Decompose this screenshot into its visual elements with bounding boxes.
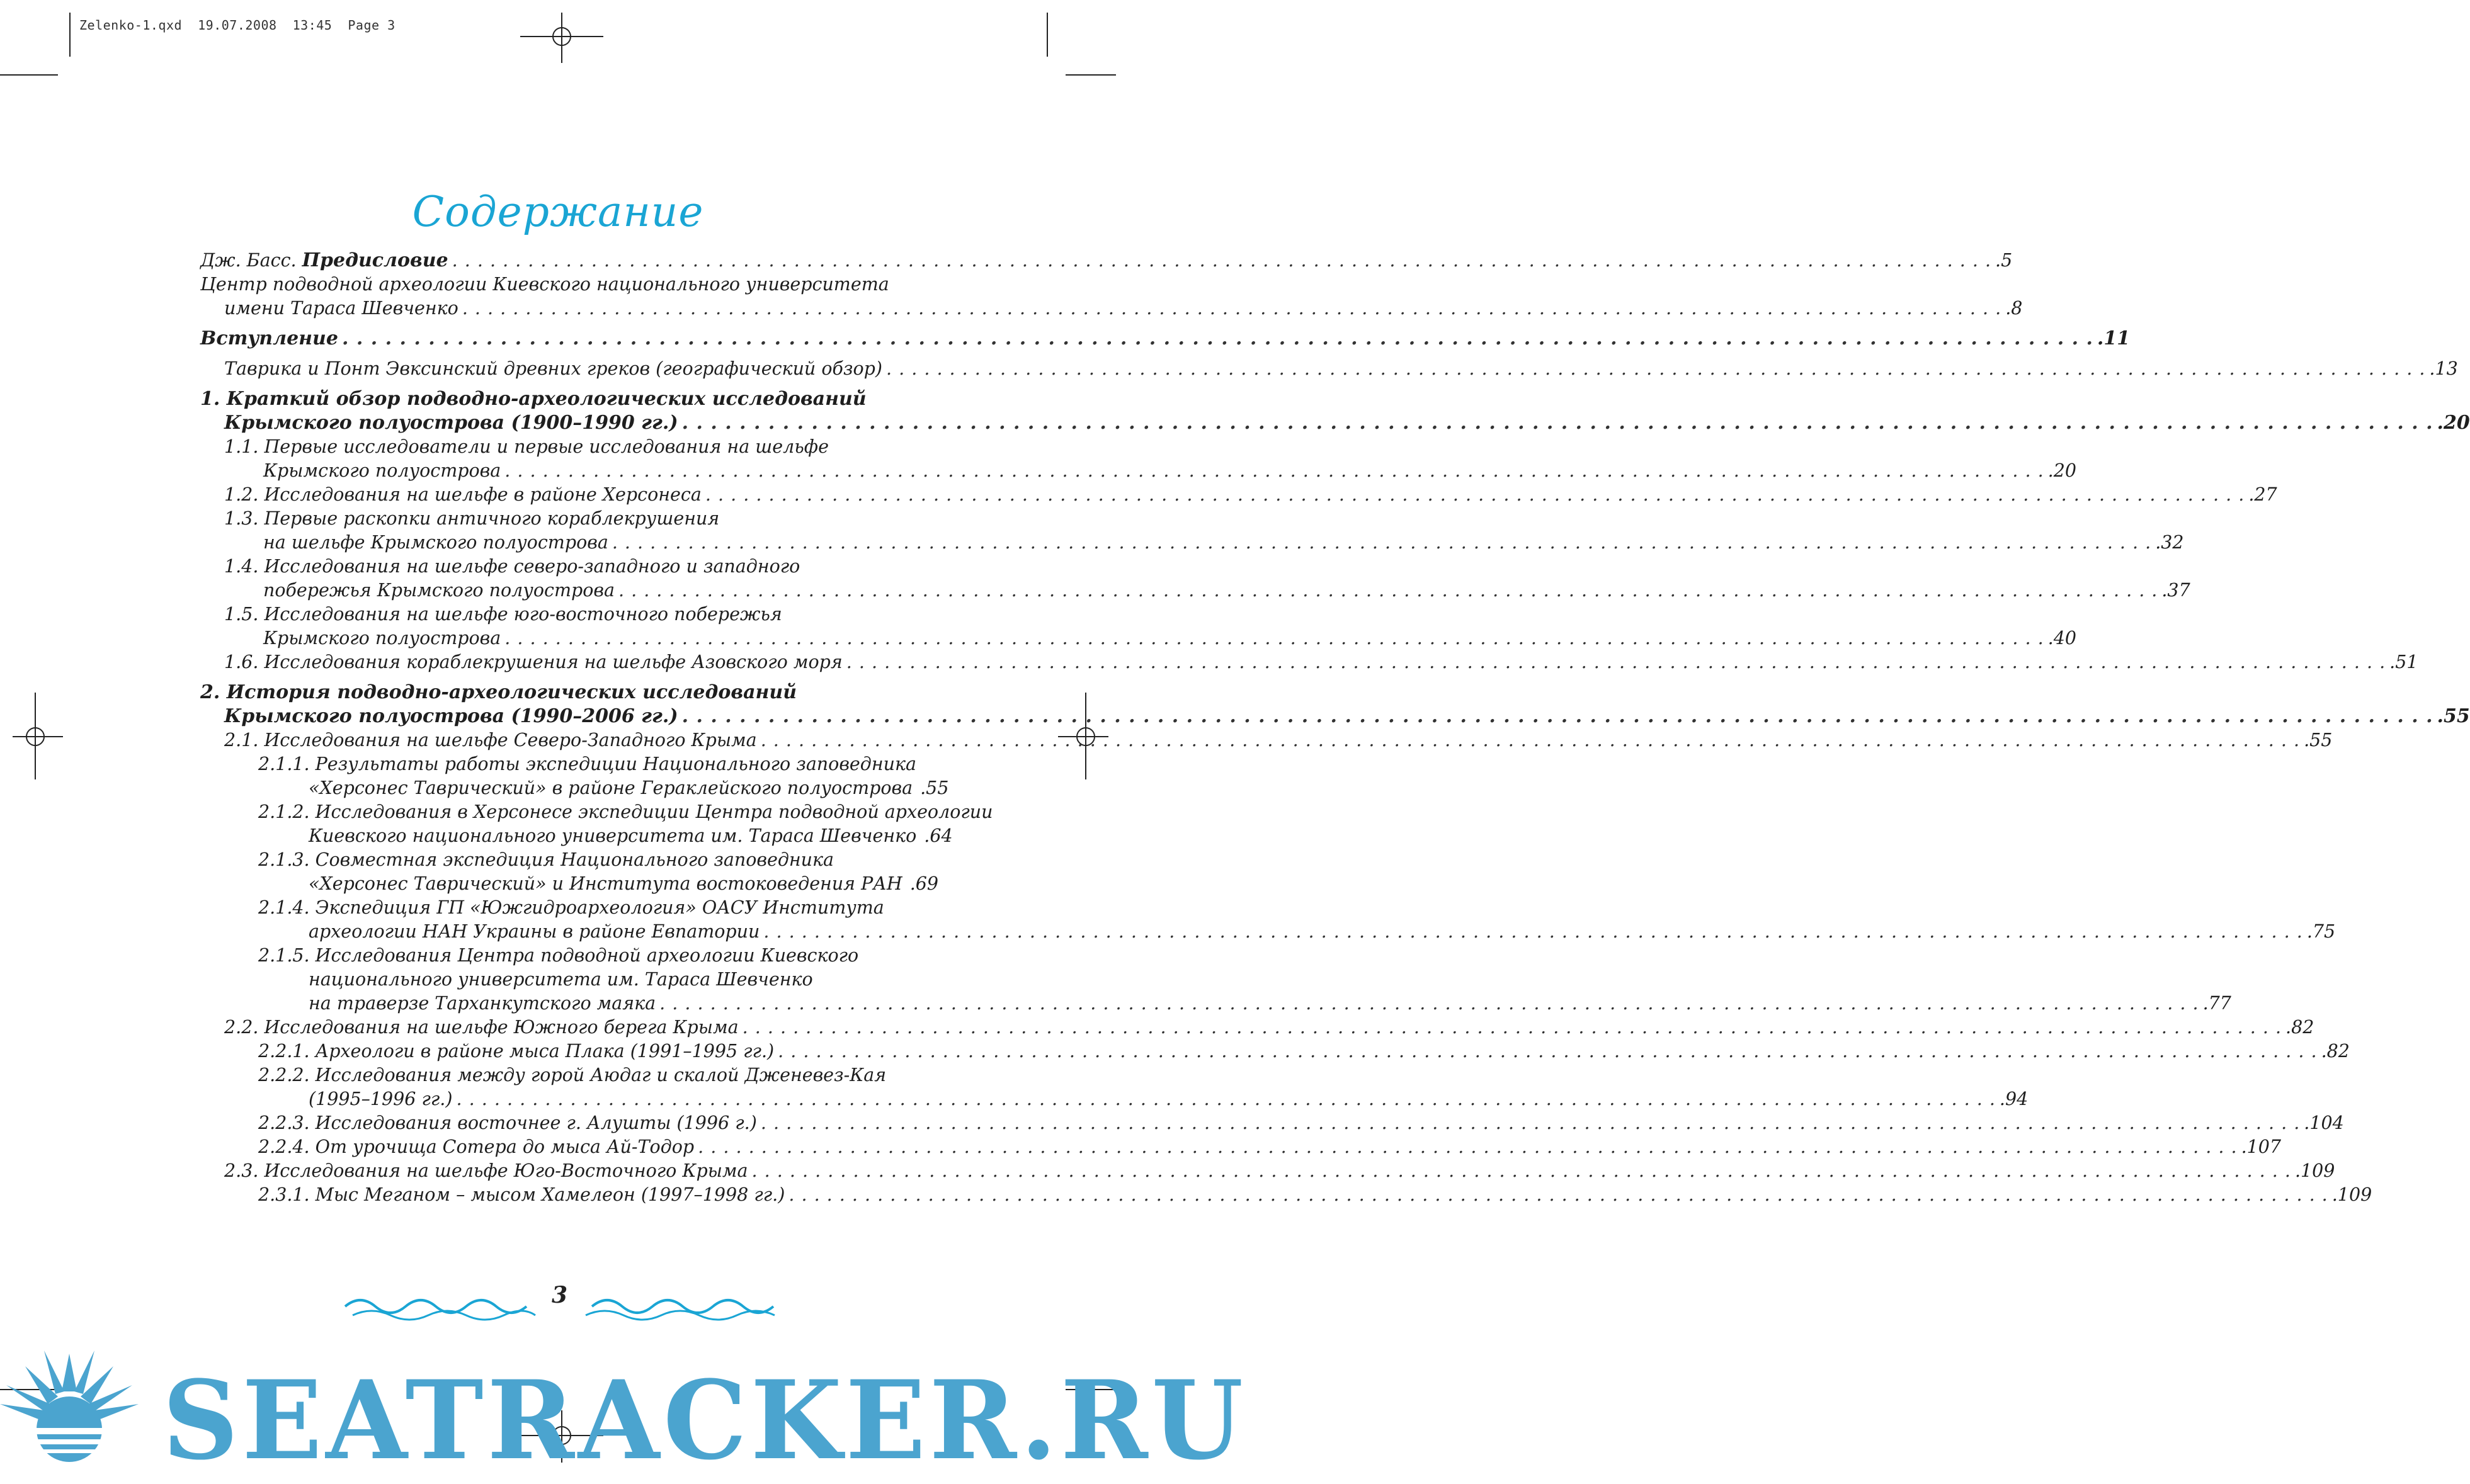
toc-entry[interactable]: [224, 650, 2418, 674]
toc-entry[interactable]: [258, 896, 2336, 944]
dot-leader: [788, 1183, 2328, 1207]
toc-entry[interactable]: [224, 728, 2333, 752]
toc-entry-title: 2.3.1. Мыс Меганом – мысом Хамелеон (1997–1998 гг.): [258, 1184, 785, 1205]
toc-entry-title: Крымского полуострова (1990–2006 гг.): [224, 705, 678, 727]
dot-leader: [761, 1111, 2300, 1135]
toc-entry[interactable]: [258, 1183, 2372, 1207]
toc-page-number: .20: [2437, 412, 2470, 434]
page-number: 3: [552, 1282, 568, 1308]
toc-entry-line: 1.5. Исследования на шельфе юго-восточного побережья: [224, 604, 782, 625]
toc-entry[interactable]: [200, 387, 2470, 435]
toc-page-number: .109: [2294, 1160, 2335, 1181]
toc-entry-title: побережья Крымского полуострова: [263, 580, 615, 601]
toc-entry-line: 2.1.4. Экспедиция ГП «Южгидроархеология» ОАСУ Института: [258, 897, 884, 918]
toc-page-number: .8: [2005, 298, 2023, 319]
dot-leader: [456, 1087, 1995, 1111]
toc-entry-line: 2.1.1. Результаты работы экспедиции Национального заповедника: [258, 754, 916, 774]
crop-mark: [0, 74, 58, 76]
toc-entry[interactable]: [258, 1135, 2282, 1159]
toc-entry[interactable]: [224, 435, 2076, 483]
toc-entry-title: 2.3. Исследования на шельфе Юго-Восточного Крыма: [224, 1160, 748, 1181]
toc-entry-line: национального университета им. Тараса Шевченко: [309, 969, 813, 990]
toc-entry-line: 1.1. Первые исследователи и первые исследования на шельфе: [224, 436, 829, 457]
dot-leader: [618, 579, 2158, 603]
toc-entry-line: 2.1.3. Совместная экспедиция Национального заповедника: [258, 849, 834, 870]
toc-author: Дж. Басс.: [200, 250, 302, 271]
toc-entry-title: 2.1. Исследования на шельфе Северо-Западного Крыма: [224, 730, 757, 750]
toc-entry[interactable]: [258, 1063, 2029, 1111]
toc-entry-line: 1.3. Первые раскопки античного кораблекрушения: [224, 508, 720, 529]
toc-entry-line: 2.1.5. Исследования Центра подводной археологии Киевского: [258, 945, 859, 966]
dot-leader: [342, 327, 2093, 351]
toc-page-number: .55: [2304, 730, 2333, 750]
toc-entry[interactable]: [224, 483, 2277, 507]
watermark-text: SEATRACKER.RU: [162, 1356, 1247, 1484]
toc-entry[interactable]: [224, 357, 2458, 381]
toc-entry-title: археологии НАН Украины в районе Евпатории: [309, 921, 760, 942]
dot-leader: [763, 920, 2302, 944]
toc-entry-line: 2. История подводно-археологических исследований: [200, 681, 797, 703]
crop-mark: [1066, 74, 1116, 76]
toc-entry-line: Центр подводной археологии Киевского национального университета: [200, 274, 889, 295]
dot-leader: [778, 1039, 2317, 1063]
toc-page-number: .64: [924, 825, 953, 846]
toc-entry-line: 1. Краткий обзор подводно-археологических исследований: [200, 388, 867, 410]
toc-entry[interactable]: [200, 249, 2013, 273]
dot-leader: [612, 531, 2151, 555]
dot-leader: [846, 650, 2386, 674]
toc-page-number: .11: [2097, 327, 2131, 349]
toc-page-number: .20: [2047, 460, 2076, 481]
toc-page-number: .109: [2331, 1184, 2372, 1205]
toc-entry[interactable]: [224, 603, 2076, 650]
toc-entry-title: на шельфе Крымского полуострова: [263, 532, 608, 553]
toc-entry-line: 1.4. Исследования на шельфе северо-западного и западного: [224, 556, 800, 577]
toc-page-number: .69: [909, 873, 939, 894]
toc-page-number: .82: [2285, 1017, 2314, 1038]
toc-page-number: .75: [2306, 921, 2336, 942]
toc-entry-title: Крымского полуострова (1900–1990 гг.): [224, 412, 678, 434]
toc-entry-title: 1.6. Исследования кораблекрушения на шельфе Азовского моря: [224, 652, 843, 672]
toc-entry-line: 2.2.2. Исследования между горой Аюдаг и скалой Дженевез-Кая: [258, 1065, 887, 1085]
crop-mark: [69, 13, 71, 57]
toc-page-number: .94: [1999, 1089, 2029, 1109]
toc-entry[interactable]: [258, 848, 939, 896]
toc-page-number: .37: [2161, 580, 2190, 601]
toc-heading: Вступление: [200, 327, 338, 349]
page-title: Содержание: [412, 188, 704, 236]
crop-mark: [1047, 13, 1048, 57]
toc-entry-title: «Херсонес Таврический» и Института востоковедения РАН: [309, 873, 902, 894]
toc-entry-title: Крымского полуострова: [263, 628, 501, 649]
toc-page-number: .51: [2389, 652, 2418, 672]
toc-entry-title: Киевского национального университета им. Тараса Шевченко: [309, 825, 917, 846]
toc-entry-title: Крымского полуострова: [263, 460, 501, 481]
toc-entry[interactable]: [258, 800, 993, 848]
toc-page-number: .55: [920, 778, 949, 798]
registration-mark-top: [520, 13, 603, 63]
dot-leader: [452, 249, 1991, 273]
print-slug: Zelenko-1.qxd 19.07.2008 13:45 Page 3: [79, 18, 396, 33]
toc-entry-title: (1995–1996 гг.): [309, 1089, 453, 1109]
toc-entry-title: 2.2.3. Исследования восточнее г. Алушты (1996 г.): [258, 1113, 757, 1133]
toc-page-number: .55: [2437, 705, 2470, 727]
dot-leader: [504, 626, 2044, 650]
dot-leader: [682, 411, 2433, 435]
toc-entry-title: 2.2.4. От урочища Сотера до мыса Ай-Тодор: [258, 1136, 695, 1157]
toc-entry[interactable]: [224, 507, 2184, 555]
dot-leader: [462, 297, 2001, 320]
dot-leader: [886, 357, 2425, 381]
toc-entry[interactable]: [224, 1016, 2314, 1039]
dot-leader: [682, 705, 2433, 728]
toc-page-number: .77: [2202, 993, 2231, 1014]
toc-page-number: .13: [2429, 358, 2458, 379]
toc-entry[interactable]: [200, 273, 2023, 320]
toc-page-number: .107: [2241, 1136, 2282, 1157]
dot-leader: [752, 1159, 2291, 1183]
registration-mark-left: [13, 693, 63, 779]
toc-entry-title: 1.2. Исследования на шельфе в районе Херсонеса: [224, 484, 702, 505]
toc-entry[interactable]: [258, 1111, 2344, 1135]
dot-leader: [705, 483, 2245, 507]
toc-heading: Предисловие: [302, 249, 448, 271]
toc-page-number: .32: [2155, 532, 2184, 553]
toc-entry-title: 2.2. Исследования на шельфе Южного берега Крыма: [224, 1017, 739, 1038]
dot-leader: [743, 1016, 2282, 1039]
toc-entry[interactable]: [200, 681, 2470, 728]
toc-entry[interactable]: [224, 555, 2190, 603]
toc-entry-title: Таврика и Понт Эвксинский древних греков (географический обзор): [224, 358, 882, 379]
toc-entry-line: 2.1.2. Исследования в Херсонесе экспедиции Центра подводной археологии: [258, 801, 993, 822]
toc-entry[interactable]: [258, 944, 2231, 1016]
dot-leader: [698, 1135, 2237, 1159]
toc-page-number: .104: [2304, 1113, 2344, 1133]
dot-leader: [761, 728, 2300, 752]
toc-entry[interactable]: [200, 327, 2131, 351]
toc-page-number: .82: [2321, 1041, 2350, 1062]
toc-entry[interactable]: [224, 1159, 2335, 1183]
toc-page-number: .27: [2248, 484, 2277, 505]
toc-entry-title: на траверзе Тарханкутского маяка: [309, 993, 656, 1014]
toc-entry[interactable]: [258, 1039, 2350, 1063]
toc-entry[interactable]: [258, 752, 949, 800]
toc-entry-title: имени Тараса Шевченко: [224, 298, 458, 319]
table-of-contents: [200, 249, 2470, 1207]
toc-page-number: .40: [2047, 628, 2076, 649]
toc-entry-title: «Херсонес Таврический» в районе Гераклейского полуострова: [309, 778, 913, 798]
dot-leader: [504, 459, 2044, 483]
toc-entry-title: 2.2.1. Археологи в районе мыса Плака (1991–1995 гг.): [258, 1041, 775, 1062]
toc-page-number: .5: [1995, 250, 2013, 271]
dot-leader: [659, 992, 2199, 1016]
